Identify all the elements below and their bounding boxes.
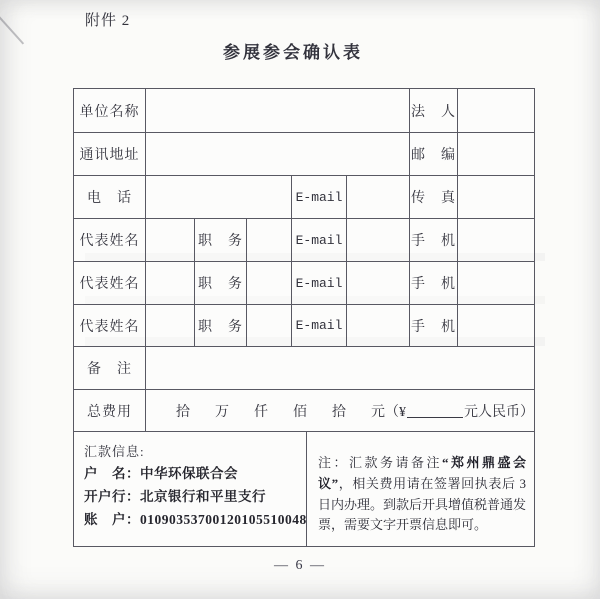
remittance-note-cell (307, 432, 534, 546)
rep1-name-value-cell (146, 219, 195, 262)
legal-person-value-cell (458, 89, 534, 133)
scan-artifact-corner-mark (0, 13, 24, 44)
unit-name-label-cell: 单位名称 (74, 89, 146, 133)
rep2-name-value-cell (146, 262, 195, 305)
amount-unit: 拾 (176, 404, 190, 420)
rep3-mobile-label-cell: 手 机 (410, 305, 458, 347)
rep2-title-label-cell: 职 务 (195, 262, 247, 305)
rep2-name-label-cell: 代表姓名 (74, 262, 146, 305)
rep3-name-label-cell: 代表姓名 (74, 305, 146, 347)
rep1-mobile-value-cell (458, 219, 534, 262)
rep1-name-label-cell: 代表姓名 (74, 219, 146, 262)
postal-code-value-cell (458, 133, 534, 176)
account-number-line (84, 508, 307, 531)
bottom-section (74, 432, 534, 546)
bank-value: 北京银行和平里支行 (140, 489, 266, 505)
rep1-title-label-cell: 职 务 (195, 219, 247, 262)
amount-unit: 仟 (254, 404, 268, 420)
account-name-value: 中华环保联合会 (140, 466, 238, 481)
note-prefix: 注：汇款务请备注 (318, 455, 442, 470)
address-label-cell: 通讯地址 (74, 133, 146, 176)
currency-prefix: 元（¥ (371, 404, 406, 420)
phone-email-value-cell (347, 176, 410, 219)
rep3-mobile-value-cell (458, 305, 534, 347)
remarks-label-cell: 备 注 (74, 347, 146, 390)
address-value-cell (146, 133, 410, 176)
note-highlight: “郑州鼎盛会议” (318, 455, 526, 491)
bank-line (84, 485, 300, 508)
note-suffix: ，相关费用请在签署回执表后 3 日内办理。到款后开具增值税普通发票，需要文字开票信息即可。 (318, 475, 527, 533)
rep3-email-label-cell: E-mail (292, 305, 347, 347)
amount-unit: 佰 (293, 404, 307, 420)
postal-code-label-cell: 邮 编 (410, 133, 458, 176)
phone-value-cell (146, 176, 292, 219)
amount-blank-line (407, 404, 463, 418)
amount-unit: 拾 (332, 404, 346, 420)
page-number: — 6 — (274, 558, 326, 573)
rep2-email-value-cell (347, 262, 410, 305)
account-name-line (84, 462, 300, 485)
form-title: 参展参会确认表 (223, 43, 363, 62)
rep2-mobile-label-cell: 手 机 (410, 262, 458, 305)
total-cost-label-cell: 总费用 (74, 390, 146, 432)
form-grid (74, 89, 534, 432)
rep2-mobile-value-cell (458, 262, 534, 305)
rep3-email-value-cell (347, 305, 410, 347)
rep2-title-value-cell (247, 262, 292, 305)
legal-person-label-cell: 法 人 (410, 89, 458, 133)
fax-value-cell (458, 176, 534, 219)
phone-email-label-cell: E-mail (292, 176, 347, 219)
rep1-mobile-label-cell: 手 机 (410, 219, 458, 262)
account-number-label: 账 户： (84, 512, 140, 528)
amount-unit: 万 (215, 404, 229, 420)
phone-label-cell: 电 话 (74, 176, 146, 219)
rep2-email-label-cell: E-mail (292, 262, 347, 305)
fax-label-cell: 传 真 (410, 176, 458, 219)
remittance-heading: 汇款信息: (84, 444, 145, 459)
total-cost-value-cell (146, 390, 534, 432)
rep3-title-value-cell (247, 305, 292, 347)
bank-label: 开户行： (84, 489, 140, 505)
account-number-value: 01090353700120105510048 (140, 512, 307, 528)
confirmation-form-table (73, 88, 535, 547)
account-name-label: 户 名： (84, 466, 140, 481)
rep3-title-label-cell: 职 务 (195, 305, 247, 347)
unit-name-value-cell (146, 89, 410, 133)
remarks-value-cell (146, 347, 534, 390)
attachment-label: 附件 2 (85, 13, 131, 29)
rep1-title-value-cell (247, 219, 292, 262)
currency-suffix: 元人民币） (464, 404, 534, 420)
remittance-info-cell (74, 432, 307, 546)
rep3-name-value-cell (146, 305, 195, 347)
rep1-email-value-cell (347, 219, 410, 262)
rep1-email-label-cell: E-mail (292, 219, 347, 262)
